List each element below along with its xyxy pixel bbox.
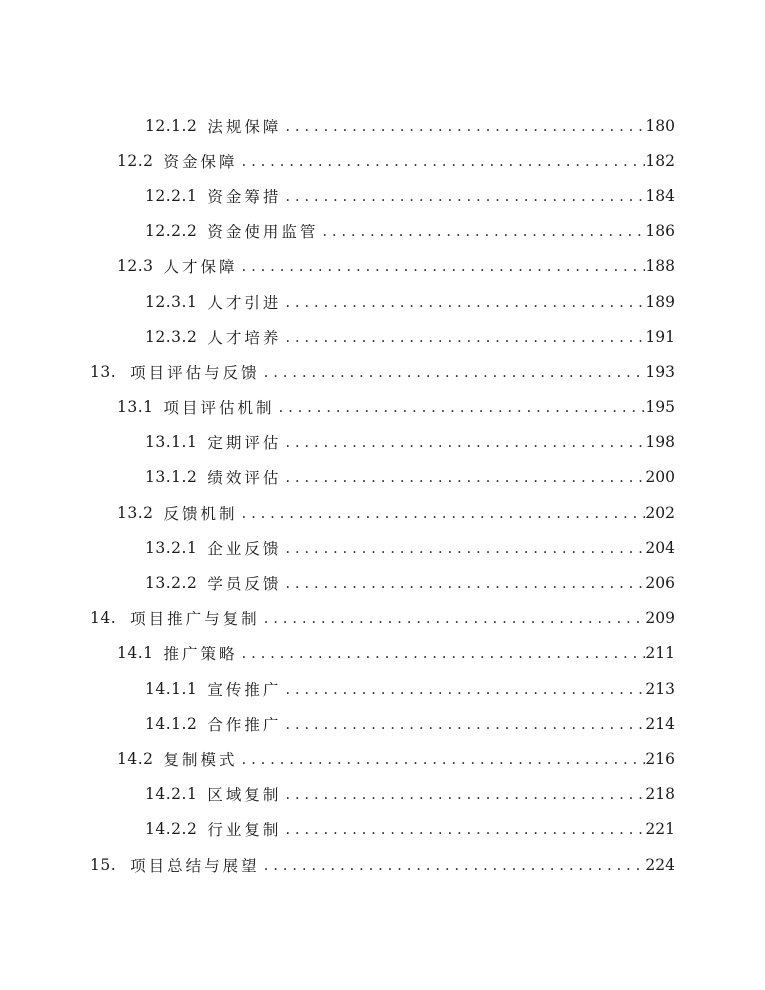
toc-entry-number: 15.: [90, 855, 117, 874]
toc-entry-title: 合作推广: [207, 715, 282, 734]
toc-entry-title: 人才保障: [163, 258, 238, 277]
dot-leader: [264, 609, 646, 627]
toc-entry-page-number: 180: [645, 116, 675, 135]
toc-entry-title: 行业复制: [207, 821, 282, 840]
toc-entry[interactable]: [0, 143, 765, 178]
toc-entry-page-number: 204: [645, 538, 675, 557]
toc-entry-title: 宣传推广: [207, 680, 282, 699]
toc-entry[interactable]: [0, 178, 765, 213]
toc-entry[interactable]: [0, 214, 765, 249]
toc-entry-page-number: 184: [645, 186, 675, 205]
table-of-contents: [0, 108, 765, 882]
toc-entry-number: 12.3.2: [145, 327, 198, 346]
toc-entry-title: 项目评估机制: [163, 399, 275, 418]
toc-entry-number: 12.1.2: [145, 116, 198, 135]
toc-entry[interactable]: [0, 847, 765, 882]
dot-leader: [242, 152, 646, 170]
dot-leader: [285, 117, 645, 135]
toc-entry[interactable]: [0, 530, 765, 565]
toc-entry-number: 14.: [90, 609, 117, 628]
dot-leader: [285, 715, 645, 733]
toc-entry-page-number: 188: [645, 257, 675, 276]
toc-entry-page-number: 209: [645, 609, 675, 628]
toc-entry-title: 资金保障: [163, 152, 238, 171]
dot-leader: [285, 187, 645, 205]
toc-entry-page-number: 191: [645, 327, 675, 346]
toc-entry-title: 人才培养: [207, 328, 282, 347]
dot-leader: [285, 785, 645, 803]
toc-entry-page-number: 214: [645, 714, 675, 733]
toc-entry-page-number: 186: [645, 222, 675, 241]
toc-entry-number: 13.1.1: [145, 433, 198, 452]
toc-entry-title: 学员反馈: [207, 575, 282, 594]
toc-entry-title: 项目推广与复制: [130, 610, 260, 629]
dot-leader: [322, 222, 645, 240]
toc-entry[interactable]: [0, 354, 765, 389]
toc-entry-page-number: 218: [645, 785, 675, 804]
toc-entry-page-number: 206: [645, 574, 675, 593]
dot-leader: [242, 644, 646, 662]
toc-entry-page-number: 189: [645, 292, 675, 311]
dot-leader: [285, 293, 645, 311]
dot-leader: [285, 820, 645, 838]
toc-entry-title: 人才引进: [207, 293, 282, 312]
dot-leader: [279, 398, 646, 416]
toc-entry-number: 14.2.2: [145, 820, 198, 839]
toc-entry-page-number: 182: [645, 151, 675, 170]
dot-leader: [264, 363, 646, 381]
toc-entry-title: 项目总结与展望: [130, 856, 260, 875]
toc-entry-page-number: 211: [645, 644, 675, 663]
toc-entry[interactable]: [0, 671, 765, 706]
toc-entry-page-number: 224: [645, 855, 675, 874]
toc-entry-number: 14.2.1: [145, 785, 198, 804]
toc-entry-title: 资金筹措: [207, 187, 282, 206]
toc-entry[interactable]: [0, 284, 765, 319]
toc-entry[interactable]: [0, 601, 765, 636]
toc-entry-number: 14.1: [117, 644, 154, 663]
toc-entry[interactable]: [0, 777, 765, 812]
dot-leader: [285, 328, 645, 346]
toc-entry-number: 12.2: [117, 151, 154, 170]
dot-leader: [285, 539, 645, 557]
toc-entry[interactable]: [0, 249, 765, 284]
toc-entry-title: 区域复制: [207, 786, 282, 805]
toc-entry-title: 法规保障: [207, 117, 282, 136]
toc-entry-page-number: 221: [645, 820, 675, 839]
toc-entry-number: 12.2.2: [145, 222, 198, 241]
toc-entry[interactable]: [0, 636, 765, 671]
dot-leader: [285, 574, 645, 592]
toc-entry[interactable]: [0, 812, 765, 847]
toc-entry-number: 14.1.2: [145, 714, 198, 733]
toc-entry[interactable]: [0, 425, 765, 460]
dot-leader: [242, 257, 646, 275]
toc-entry[interactable]: [0, 460, 765, 495]
toc-entry-number: 12.3: [117, 257, 154, 276]
toc-entry-page-number: 213: [645, 679, 675, 698]
toc-entry-page-number: 198: [645, 433, 675, 452]
toc-entry-title: 定期评估: [207, 434, 282, 453]
dot-leader: [264, 856, 646, 874]
toc-entry-page-number: 193: [645, 362, 675, 381]
toc-entry-number: 14.2: [117, 749, 154, 768]
toc-entry-number: 13.1.2: [145, 468, 198, 487]
toc-entry[interactable]: [0, 741, 765, 776]
toc-entry-title: 项目评估与反馈: [130, 363, 260, 382]
toc-entry-title: 资金使用监管: [207, 223, 319, 242]
toc-entry-title: 反馈机制: [163, 504, 238, 523]
toc-entry-number: 12.3.1: [145, 292, 198, 311]
toc-entry-title: 推广策略: [163, 645, 238, 664]
toc-entry[interactable]: [0, 565, 765, 600]
toc-entry-number: 14.1.1: [145, 679, 198, 698]
dot-leader: [285, 468, 645, 486]
dot-leader: [285, 433, 645, 451]
toc-entry-number: 12.2.1: [145, 186, 198, 205]
toc-entry-number: 13.1: [117, 398, 154, 417]
toc-entry-page-number: 195: [645, 398, 675, 417]
toc-entry-number: 13.2.1: [145, 538, 198, 557]
toc-entry-page-number: 202: [645, 503, 675, 522]
dot-leader: [242, 504, 646, 522]
dot-leader: [242, 750, 646, 768]
toc-entry[interactable]: [0, 495, 765, 530]
toc-entry-title: 复制模式: [163, 750, 238, 769]
toc-entry-title: 企业反馈: [207, 539, 282, 558]
toc-entry[interactable]: [0, 706, 765, 741]
toc-entry-number: 13.2.2: [145, 574, 198, 593]
toc-entry-page-number: 216: [645, 749, 675, 768]
toc-entry-title: 绩效评估: [207, 469, 282, 488]
toc-entry[interactable]: [0, 319, 765, 354]
toc-entry-page-number: 200: [645, 468, 675, 487]
toc-entry[interactable]: [0, 108, 765, 143]
dot-leader: [285, 680, 645, 698]
toc-entry[interactable]: [0, 390, 765, 425]
toc-entry-number: 13.2: [117, 503, 154, 522]
toc-entry-number: 13.: [90, 362, 117, 381]
